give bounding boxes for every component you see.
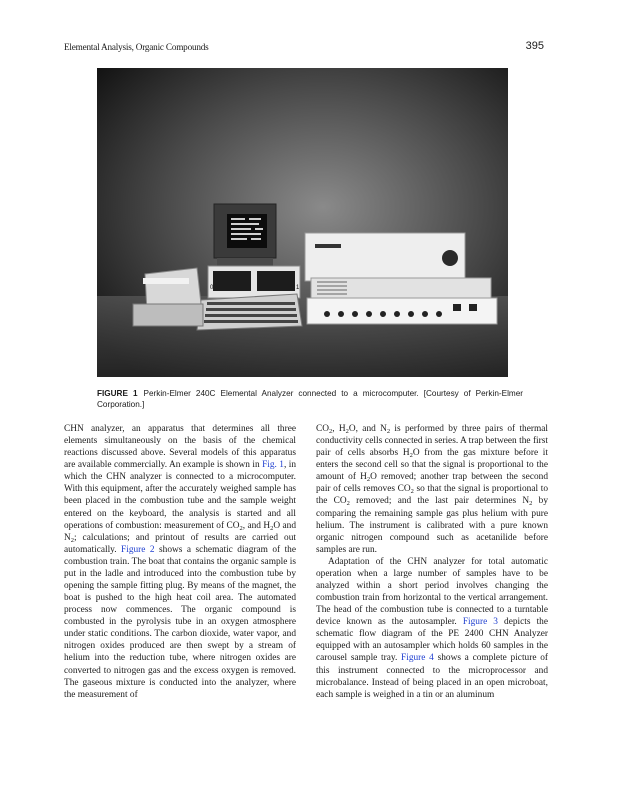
page-number: 395	[525, 40, 544, 52]
paragraph: Adaptation of the CHN analyzer for total automatic operation when a large number of samples have to be analyzed within a short period involves changing the combustion train from horizontal to the vertical arrangement. The head of the combustion tube is connected to a turntable device known as the autosampler. Figure 3 depicts the schematic flow diagram of the PE 2400 CHN Analyzer equipped with an autosampler which holds 60 samples in the carousel sample tray. Figure 4 shows a complete picture of this instrument connected to the microprocessor and microbalance. Instead of being placed in an open microboat, each sample is weighed in a tin or an aluminum	[316, 556, 548, 700]
figure-1-link[interactable]: Fig. 1	[262, 460, 284, 471]
figure-2-link[interactable]: Figure 2	[121, 544, 155, 555]
svg-text:0: 0	[210, 285, 214, 291]
figure-caption-text: Perkin-Elmer 240C Elemental Analyzer connected to a microcomputer. [Courtesy of Perkin-Elmer Corporation.]	[97, 389, 523, 409]
figure-3-link[interactable]: Figure 3	[462, 617, 498, 628]
analyzer-photo-illustration	[97, 68, 508, 377]
left-column	[64, 423, 296, 701]
running-head: Elemental Analysis, Organic Compounds	[64, 42, 209, 52]
paragraph: $CO_2$, $H_2O$, and $N_2$ is performed by three pairs of thermal conductivity cells connected in series. A trap between the first pair of cells absorbs $H_2O$ from the gas mixture before it enters the second cell so that the signal is proportional to the amount of $H_2O$ removed; another trap between the second pair of cells removes $CO_2$ so that the signal is proportional to the $CO_2$ removed; and the last pair determines $N_2$ by comparing the remaining sample gas plus helium with pure helium. The instrument is calibrated with a pure known organic nitrogen compound such as acetanilide before samples are run.	[316, 424, 548, 555]
figure-photo	[97, 68, 508, 377]
monitor	[214, 204, 276, 268]
figure-label: FIGURE 1	[97, 389, 138, 398]
svg-text:1: 1	[296, 285, 300, 291]
keyboard	[197, 294, 302, 330]
figure-caption	[97, 388, 523, 410]
right-column	[316, 423, 548, 701]
disk-drive-unit	[208, 266, 300, 298]
figure-4-link[interactable]: Figure 4	[401, 653, 434, 664]
paragraph: CHN analyzer, an apparatus that determines all three elements simultaneously on the basis of the chemical reactions discussed above. Several models of this apparatus are available commercially. An example is shown in Fig. 1, in which the CHN analyzer is connected to a microcomputer. With this equipment, after the accurately weighed sample has been placed in the combustion tube and the sample weight entered on the keyboard, the analysis is started and all operations of combustion: measurement of $CO_2$, and $H_2O$ and $N_2$; calculations; and printout of results are carried out automatically. Figure 2 shows a schematic diagram of the combustion train. The boat that contains the organic sample is put in the ladle and introduced into the combustion tube by opening the sample fitting plug. By means of the magnet, the boat is pushed to the high heat coil area. The automated process now commences. The organic compound is combusted in the pyrolysis tube in an oxygen atmosphere under static conditions. The carbon dioxide, water vapor, and nitrogen oxides produced are then swept by a stream of helium into the reduction tube, where nitrogen oxides are converted to nitrogen gas and the excess oxygen is removed. The gaseous mixture is conducted into the analyzer, where the measurement of	[64, 424, 297, 700]
